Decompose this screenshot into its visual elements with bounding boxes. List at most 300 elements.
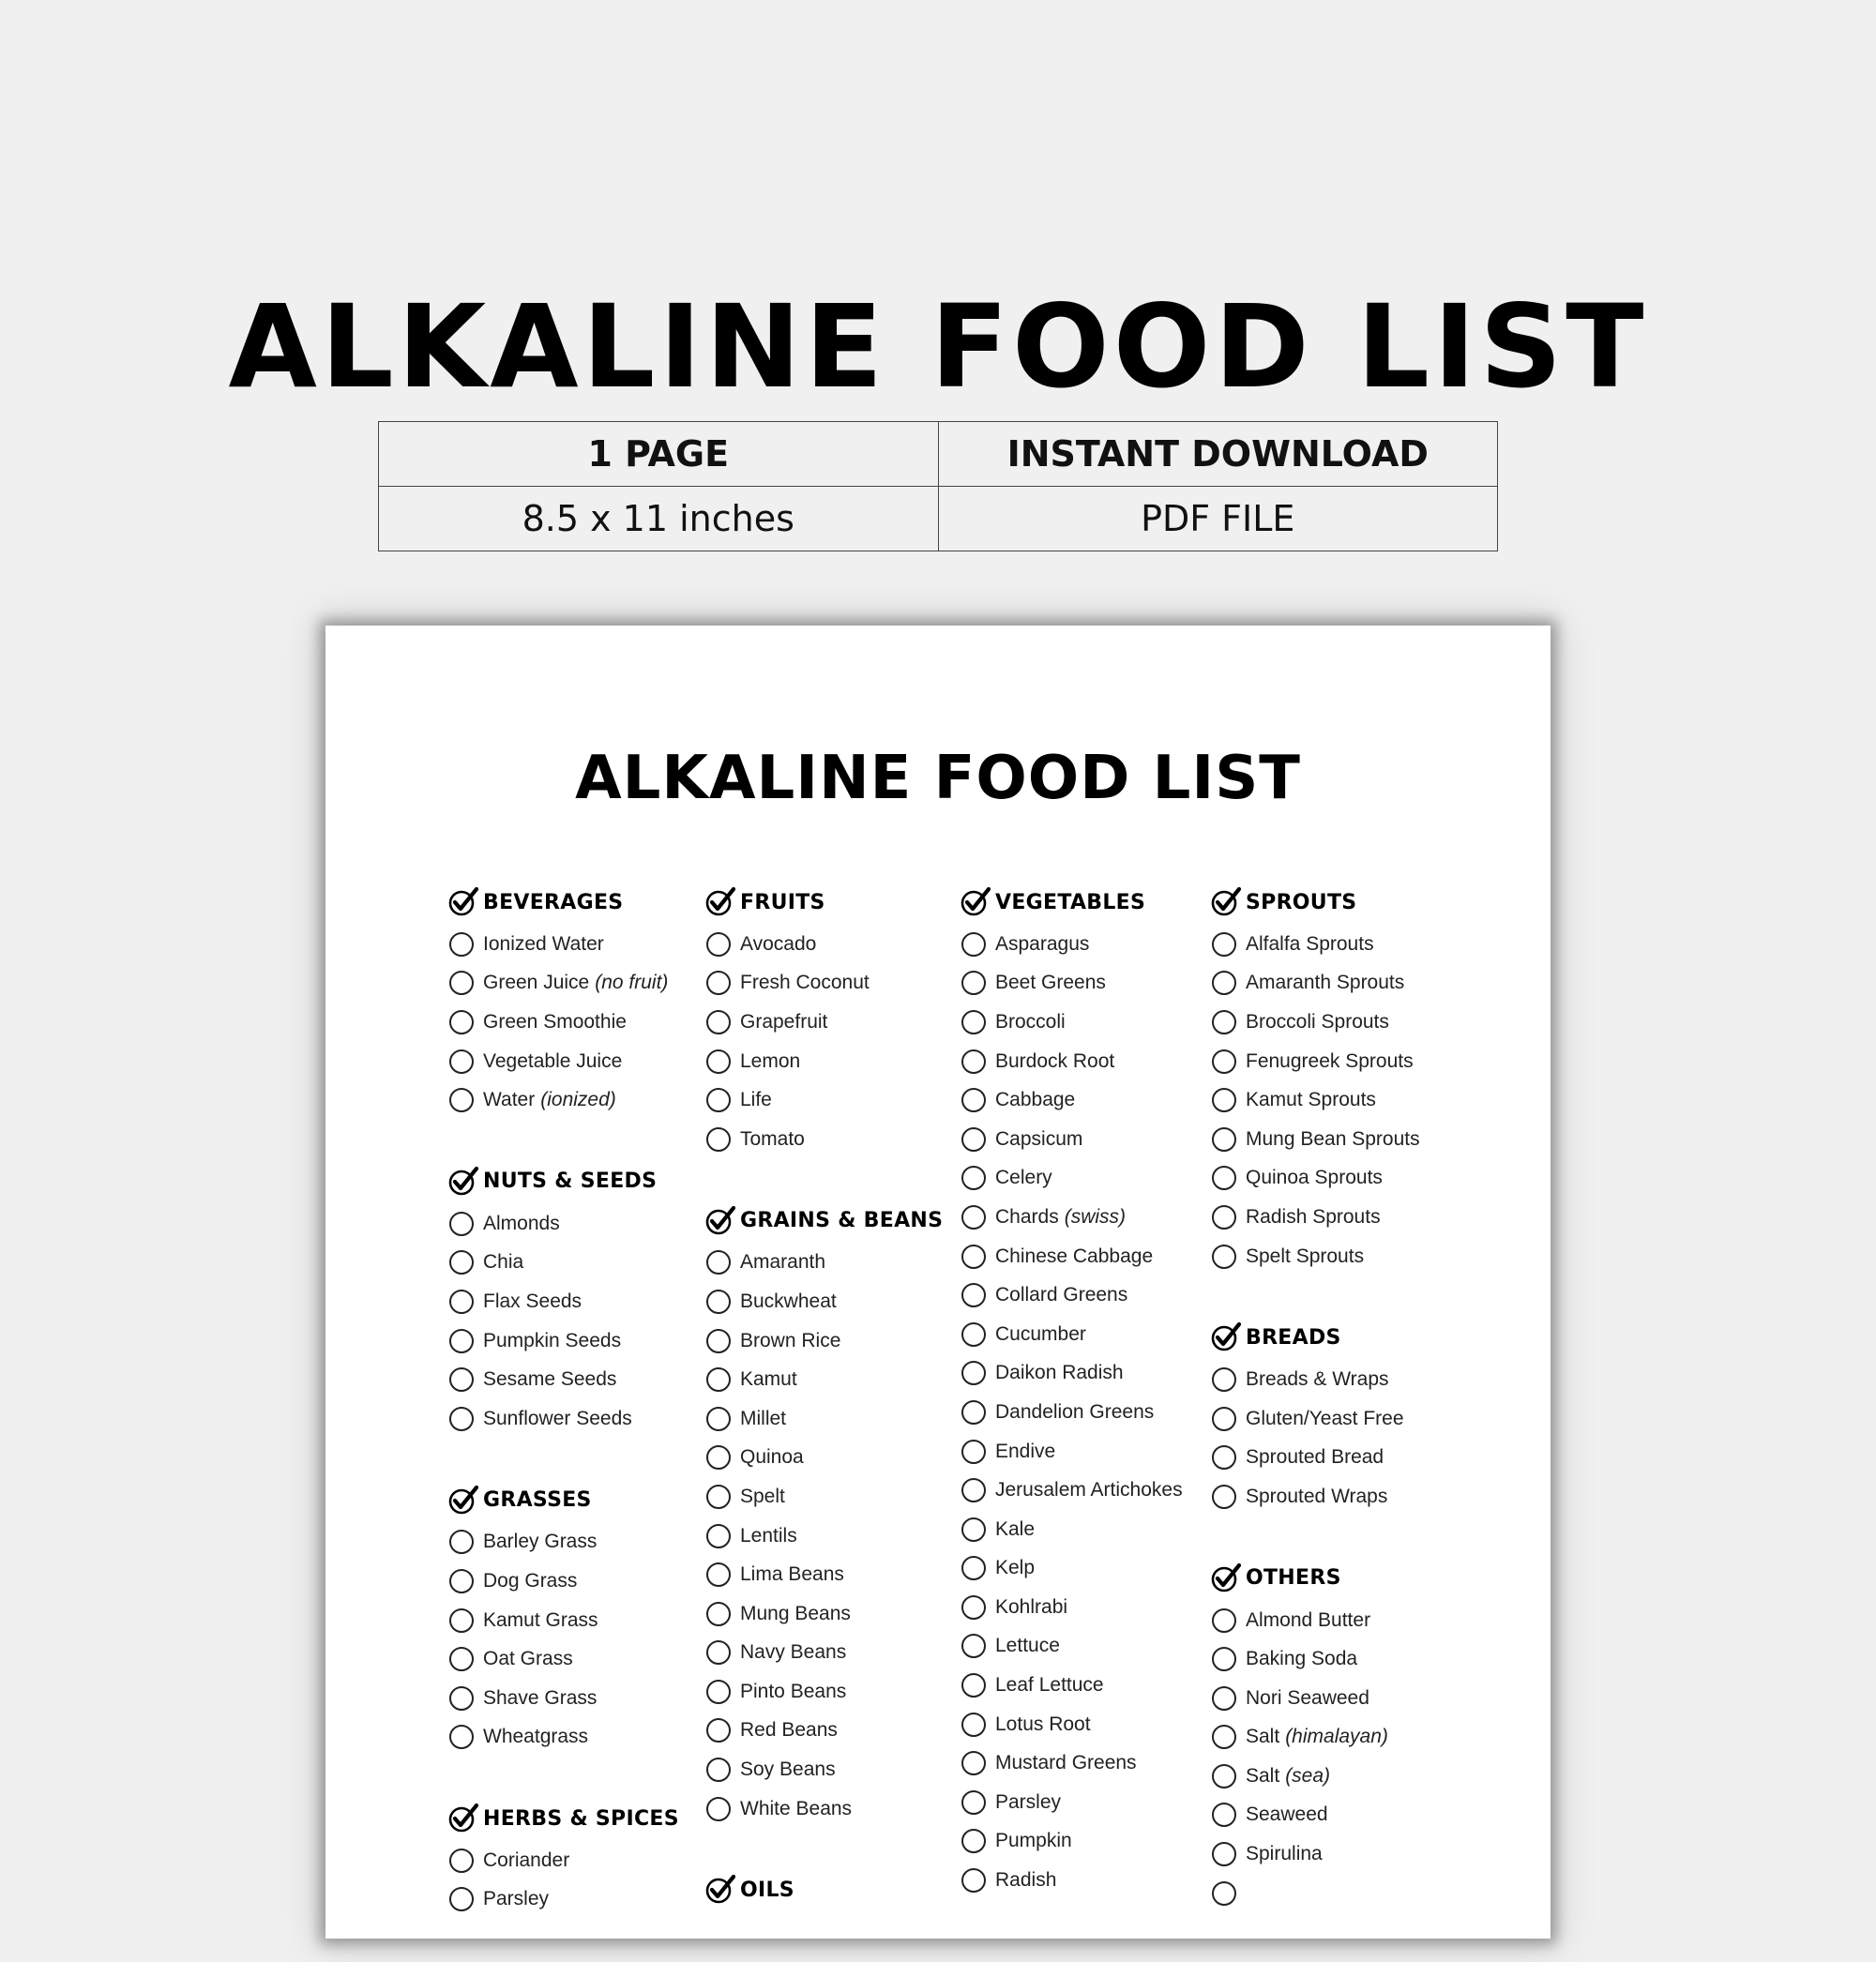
food-item <box>960 1549 1183 1589</box>
empty-checkbox-circle[interactable] <box>706 1602 731 1626</box>
empty-checkbox-circle[interactable] <box>449 1608 474 1633</box>
food-item <box>447 1204 679 1244</box>
food-item <box>960 1666 1183 1705</box>
food-item-label: Spirulina <box>1246 1843 1323 1865</box>
food-item-label: Pinto Beans <box>740 1680 847 1702</box>
food-item <box>960 1743 1183 1783</box>
food-item-label: Seaweed <box>1246 1804 1328 1826</box>
food-item-label: Chia <box>483 1251 524 1274</box>
food-item-label: Quinoa Sprouts <box>1246 1167 1383 1189</box>
food-item <box>960 1275 1183 1315</box>
food-item-label: Lotus Root <box>995 1713 1091 1735</box>
empty-checkbox-circle[interactable] <box>961 1595 986 1620</box>
section-header <box>1210 1560 1420 1597</box>
empty-checkbox-circle[interactable] <box>961 1322 986 1347</box>
section-title: BREADS <box>1246 1325 1341 1350</box>
food-item-label: Breads & Wraps <box>1246 1368 1389 1391</box>
food-item-label: Brown Rice <box>740 1329 841 1351</box>
empty-checkbox-circle[interactable] <box>1212 1485 1236 1509</box>
food-item-label: Soy Beans <box>740 1758 836 1781</box>
food-item-label: Mustard Greens <box>995 1752 1137 1774</box>
food-item-label: Kohlrabi <box>995 1595 1068 1618</box>
food-item <box>960 1783 1183 1822</box>
empty-checkbox-circle[interactable] <box>1212 1842 1236 1866</box>
food-item <box>704 1282 943 1321</box>
food-item <box>1210 1080 1420 1120</box>
food-item-label: Sesame Seeds <box>483 1368 617 1391</box>
food-item-label: Wheatgrass <box>483 1726 589 1748</box>
empty-checkbox-circle[interactable] <box>449 1849 474 1873</box>
checkmark-circle-icon <box>960 886 991 918</box>
empty-checkbox-circle[interactable] <box>706 1250 731 1275</box>
food-item <box>447 1244 679 1283</box>
food-item-label: Red Beans <box>740 1719 838 1742</box>
food-item <box>1210 1796 1420 1835</box>
section-title: NUTS & SEEDS <box>483 1170 658 1194</box>
food-item-label: Buckwheat <box>740 1290 837 1312</box>
food-item <box>447 1282 679 1321</box>
food-item-label: Leaf Lettuce <box>995 1674 1104 1697</box>
empty-checkbox-circle[interactable] <box>1212 1803 1236 1827</box>
food-item-label: Parsley <box>483 1888 550 1910</box>
food-item-label: Baking Soda <box>1246 1648 1358 1670</box>
empty-checkbox-circle[interactable] <box>706 1290 731 1314</box>
section-title: HERBS & SPICES <box>483 1806 679 1831</box>
empty-checkbox-circle[interactable] <box>706 1010 731 1034</box>
spec-download: INSTANT DOWNLOAD <box>938 422 1498 487</box>
food-item <box>960 1861 1183 1900</box>
empty-checkbox-circle[interactable] <box>706 1407 731 1431</box>
food-item-label: Amaranth Sprouts <box>1246 972 1405 994</box>
food-item-label: Burdock Root <box>995 1049 1115 1072</box>
empty-checkbox-circle[interactable] <box>961 971 986 995</box>
food-item-label: Endive <box>995 1440 1056 1462</box>
food-item-label: Radish <box>995 1869 1057 1892</box>
food-item-label: Cucumber <box>995 1322 1086 1345</box>
empty-checkbox-circle[interactable] <box>961 1283 986 1307</box>
empty-checkbox-circle[interactable] <box>961 1400 986 1425</box>
food-item <box>960 925 1183 964</box>
food-item <box>960 1120 1183 1159</box>
food-item-label: Tomato <box>740 1127 805 1150</box>
food-item-label: Water <box>483 1089 536 1111</box>
food-item-label: Lima Beans <box>740 1563 844 1586</box>
empty-checkbox-circle[interactable] <box>449 1407 474 1431</box>
checkmark-circle-icon <box>1210 1562 1242 1594</box>
column-3 <box>960 883 1183 1943</box>
empty-checkbox-circle[interactable] <box>961 1166 986 1190</box>
food-item-label: Green Smoothie <box>483 1010 627 1033</box>
food-item-label: Chinese Cabbage <box>995 1245 1154 1267</box>
empty-checkbox-circle[interactable] <box>706 1680 731 1704</box>
food-item <box>960 1432 1183 1472</box>
product-specs-table <box>378 421 1498 551</box>
checkmark-circle-icon <box>447 1485 479 1517</box>
food-item <box>1210 1003 1420 1042</box>
empty-checkbox-circle[interactable] <box>961 1713 986 1737</box>
food-item <box>447 1399 679 1439</box>
food-item <box>447 1080 679 1120</box>
food-item <box>704 1080 943 1120</box>
empty-checkbox-circle[interactable] <box>961 1751 986 1775</box>
food-item <box>1210 1439 1420 1478</box>
food-section <box>960 883 1183 1900</box>
empty-checkbox-circle[interactable] <box>449 1250 474 1275</box>
food-item <box>704 1321 943 1361</box>
food-item-label: Dandelion Greens <box>995 1400 1155 1423</box>
empty-checkbox-circle[interactable] <box>449 1686 474 1711</box>
food-item <box>1210 1198 1420 1237</box>
empty-checkbox-circle[interactable] <box>449 1212 474 1236</box>
food-item <box>960 964 1183 1004</box>
food-item-label: Collard Greens <box>995 1284 1128 1306</box>
food-item-label: Spelt Sprouts <box>1246 1245 1365 1267</box>
empty-checkbox-circle[interactable] <box>706 1088 731 1112</box>
food-item-label: Barley Grass <box>483 1531 598 1553</box>
empty-checkbox-circle[interactable] <box>706 1640 731 1665</box>
section-header <box>704 883 943 921</box>
empty-checkbox-circle[interactable] <box>961 1205 986 1230</box>
food-item <box>447 1562 679 1601</box>
section-title: GRASSES <box>483 1488 592 1513</box>
empty-checkbox-circle[interactable] <box>449 932 474 957</box>
food-item-label: Millet <box>740 1407 787 1429</box>
food-item <box>960 1471 1183 1510</box>
checkmark-circle-icon <box>1210 1321 1242 1353</box>
food-item-label: Sunflower Seeds <box>483 1407 632 1429</box>
empty-checkbox-circle[interactable] <box>961 1829 986 1853</box>
empty-checkbox-circle[interactable] <box>1212 1010 1236 1034</box>
section-header <box>704 1871 943 1909</box>
food-item-label: Cabbage <box>995 1089 1076 1111</box>
empty-checkbox-circle[interactable] <box>1212 1725 1236 1749</box>
food-item-label: Broccoli <box>995 1010 1066 1033</box>
food-item <box>1210 1360 1420 1399</box>
food-item <box>704 1399 943 1439</box>
food-item-label: Salt <box>1246 1726 1280 1748</box>
food-item-label: Lettuce <box>995 1635 1060 1657</box>
food-item-label: Nori Seaweed <box>1246 1686 1369 1709</box>
food-item-label: Pumpkin <box>995 1830 1072 1852</box>
empty-checkbox-circle[interactable] <box>706 1562 731 1587</box>
empty-checkbox-circle[interactable] <box>449 1725 474 1749</box>
food-item-label: Jerusalem Artichokes <box>995 1479 1183 1502</box>
food-item <box>960 1588 1183 1627</box>
food-item-label: Dog Grass <box>483 1569 578 1592</box>
food-item <box>1210 1834 1420 1874</box>
empty-checkbox-circle[interactable] <box>706 1758 731 1782</box>
food-item-label: Oat Grass <box>483 1648 573 1670</box>
food-section <box>447 1482 679 1758</box>
food-item-label: Mung Beans <box>740 1602 851 1624</box>
food-item-note: (himalayan) <box>1285 1726 1388 1748</box>
section-title: SPROUTS <box>1246 890 1357 914</box>
food-item-note: (no fruit) <box>595 972 669 994</box>
food-item-label: Avocado <box>740 932 817 955</box>
food-item-label: Beet Greens <box>995 972 1106 994</box>
section-header <box>447 883 679 921</box>
food-item-label: Spelt <box>740 1485 785 1507</box>
food-item-label: Shave Grass <box>483 1686 598 1709</box>
food-item <box>447 1841 679 1880</box>
food-item-label: Fenugreek Sprouts <box>1246 1049 1414 1072</box>
food-item-label: Daikon Radish <box>995 1362 1124 1384</box>
food-item <box>447 1360 679 1399</box>
food-item <box>704 1042 943 1081</box>
empty-checkbox-circle[interactable] <box>961 1440 986 1464</box>
food-item <box>1210 1601 1420 1640</box>
page-title: ALKALINE FOOD LIST <box>228 280 1648 414</box>
food-item <box>704 1477 943 1517</box>
empty-checkbox-circle[interactable] <box>961 1634 986 1658</box>
empty-checkbox-circle[interactable] <box>706 1329 731 1353</box>
food-item <box>704 1120 943 1159</box>
food-item <box>960 1627 1183 1667</box>
food-item <box>960 1315 1183 1354</box>
column-1 <box>447 883 679 1962</box>
food-item-label: Green Juice <box>483 972 590 994</box>
food-item <box>704 1003 943 1042</box>
empty-checkbox-circle[interactable] <box>961 1361 986 1385</box>
empty-checkbox-circle[interactable] <box>706 1524 731 1548</box>
empty-checkbox-circle[interactable] <box>449 1290 474 1314</box>
food-item-label: Life <box>740 1089 772 1111</box>
empty-checkbox-circle[interactable] <box>449 1887 474 1911</box>
food-item <box>704 1360 943 1399</box>
empty-checkbox-circle[interactable] <box>961 932 986 957</box>
food-item-note: (sea) <box>1285 1764 1331 1787</box>
food-item-label: Amaranth <box>740 1251 826 1274</box>
food-item <box>960 1237 1183 1276</box>
food-item <box>704 1634 943 1673</box>
food-item-label: Kamut <box>740 1368 797 1391</box>
section-header <box>960 883 1183 921</box>
empty-checkbox-circle[interactable] <box>1212 1367 1236 1392</box>
food-item-label: Asparagus <box>995 932 1090 955</box>
empty-checkbox-circle[interactable] <box>706 932 731 957</box>
empty-checkbox-circle[interactable] <box>1212 1445 1236 1470</box>
spec-size: 8.5 x 11 inches <box>379 487 939 551</box>
empty-checkbox-circle[interactable] <box>706 1127 731 1152</box>
food-item-label: White Beans <box>740 1797 853 1819</box>
empty-checkbox-circle[interactable] <box>706 1367 731 1392</box>
food-item <box>704 1594 943 1634</box>
sheet-title: ALKALINE FOOD LIST <box>575 744 1301 813</box>
food-item-label: Radish Sprouts <box>1246 1205 1381 1228</box>
food-section <box>704 1871 943 1909</box>
food-item <box>1210 1159 1420 1199</box>
food-item-label: Almonds <box>483 1212 560 1234</box>
food-item <box>960 1159 1183 1199</box>
food-item <box>960 1705 1183 1744</box>
food-item <box>1210 1874 1420 1913</box>
food-item-label: Gluten/Yeast Free <box>1246 1407 1404 1429</box>
checkmark-circle-icon <box>704 1874 736 1906</box>
empty-checkbox-circle[interactable] <box>449 1530 474 1554</box>
food-item-label: Parsley <box>995 1790 1062 1813</box>
empty-checkbox-circle[interactable] <box>1212 1245 1236 1269</box>
empty-checkbox-circle[interactable] <box>961 1517 986 1542</box>
empty-checkbox-circle[interactable] <box>961 1010 986 1034</box>
food-section <box>447 883 679 1120</box>
empty-checkbox-circle[interactable] <box>449 1647 474 1671</box>
empty-checkbox-circle[interactable] <box>706 1445 731 1470</box>
food-item <box>1210 1042 1420 1081</box>
food-item <box>447 964 679 1004</box>
empty-checkbox-circle[interactable] <box>449 1049 474 1074</box>
food-item-label: Flax Seeds <box>483 1290 582 1312</box>
food-item <box>960 1042 1183 1081</box>
food-item <box>1210 1639 1420 1679</box>
section-title: FRUITS <box>740 890 825 914</box>
food-item <box>1210 925 1420 964</box>
food-item <box>960 1354 1183 1394</box>
food-item-label: Sprouted Wraps <box>1246 1485 1388 1507</box>
empty-checkbox-circle[interactable] <box>1212 1881 1236 1906</box>
food-item <box>960 1822 1183 1862</box>
empty-checkbox-circle[interactable] <box>961 1127 986 1152</box>
empty-checkbox-circle[interactable] <box>1212 1166 1236 1190</box>
food-item-label: Kamut Sprouts <box>1246 1089 1376 1111</box>
empty-checkbox-circle[interactable] <box>961 1868 986 1893</box>
checkmark-circle-icon <box>1210 886 1242 918</box>
food-section <box>1210 883 1420 1275</box>
empty-checkbox-circle[interactable] <box>706 1049 731 1074</box>
empty-checkbox-circle[interactable] <box>1212 971 1236 995</box>
empty-checkbox-circle[interactable] <box>961 1790 986 1815</box>
food-item <box>704 1517 943 1556</box>
food-item-label: Kamut Grass <box>483 1608 598 1631</box>
food-item <box>447 1601 679 1640</box>
empty-checkbox-circle[interactable] <box>706 1485 731 1509</box>
food-item-label: Celery <box>995 1167 1052 1189</box>
food-item <box>1210 1237 1420 1276</box>
empty-checkbox-circle[interactable] <box>961 1245 986 1269</box>
empty-checkbox-circle[interactable] <box>1212 1088 1236 1112</box>
food-item <box>1210 1399 1420 1439</box>
food-item-label: Ionized Water <box>483 932 604 955</box>
specs-row <box>379 487 1498 551</box>
checkmark-circle-icon <box>447 886 479 918</box>
food-item-label: Coriander <box>483 1849 570 1871</box>
empty-checkbox-circle[interactable] <box>1212 1647 1236 1671</box>
food-item-label: Broccoli Sprouts <box>1246 1010 1389 1033</box>
empty-checkbox-circle[interactable] <box>449 1569 474 1593</box>
spec-format: PDF FILE <box>938 487 1498 551</box>
section-title: GRAINS & BEANS <box>740 1209 944 1233</box>
empty-checkbox-circle[interactable] <box>961 1478 986 1502</box>
food-item <box>704 925 943 964</box>
food-item <box>704 1750 943 1789</box>
empty-checkbox-circle[interactable] <box>449 971 474 995</box>
empty-checkbox-circle[interactable] <box>1212 1764 1236 1788</box>
column-4 <box>1210 883 1420 1955</box>
empty-checkbox-circle[interactable] <box>1212 1205 1236 1230</box>
food-item <box>960 1393 1183 1432</box>
food-item <box>704 1439 943 1478</box>
section-header <box>1210 1319 1420 1356</box>
empty-checkbox-circle[interactable] <box>1212 1686 1236 1711</box>
food-item-label: Navy Beans <box>740 1641 847 1664</box>
food-item-label: Pumpkin Seeds <box>483 1329 622 1351</box>
food-item <box>447 1880 679 1920</box>
food-item-label: Mung Bean Sprouts <box>1246 1127 1420 1150</box>
empty-checkbox-circle[interactable] <box>961 1556 986 1580</box>
empty-checkbox-circle[interactable] <box>1212 1407 1236 1431</box>
food-item-label: Alfalfa Sprouts <box>1246 932 1374 955</box>
food-item <box>447 1523 679 1562</box>
empty-checkbox-circle[interactable] <box>449 1010 474 1034</box>
section-title: VEGETABLES <box>995 890 1146 914</box>
section-title: OILS <box>740 1878 794 1902</box>
food-item <box>447 925 679 964</box>
food-item <box>960 1510 1183 1549</box>
section-header <box>704 1202 943 1240</box>
empty-checkbox-circle[interactable] <box>961 1088 986 1112</box>
empty-checkbox-circle[interactable] <box>961 1673 986 1698</box>
food-item <box>704 1555 943 1594</box>
food-item <box>1210 1477 1420 1517</box>
food-item <box>1210 1679 1420 1718</box>
spec-pages: 1 PAGE <box>379 422 939 487</box>
section-header <box>1210 883 1420 921</box>
food-item-label: Kelp <box>995 1557 1036 1579</box>
food-item <box>1210 1757 1420 1796</box>
food-item <box>1210 964 1420 1004</box>
food-item <box>447 1042 679 1081</box>
food-item <box>960 1080 1183 1120</box>
food-item-label: Lentils <box>740 1524 797 1547</box>
food-section <box>1210 1560 1420 1913</box>
empty-checkbox-circle[interactable] <box>961 1049 986 1074</box>
section-header <box>447 1482 679 1519</box>
food-item <box>447 1321 679 1361</box>
empty-checkbox-circle[interactable] <box>1212 1608 1236 1633</box>
empty-checkbox-circle[interactable] <box>1212 1127 1236 1152</box>
food-item <box>960 1198 1183 1237</box>
food-item-label: Capsicum <box>995 1127 1083 1150</box>
food-item-label: Salt <box>1246 1764 1280 1787</box>
food-item <box>704 1789 943 1829</box>
food-section <box>1210 1319 1420 1516</box>
food-section <box>704 1202 943 1829</box>
empty-checkbox-circle[interactable] <box>1212 932 1236 957</box>
empty-checkbox-circle[interactable] <box>449 1367 474 1392</box>
food-item <box>447 1639 679 1679</box>
empty-checkbox-circle[interactable] <box>1212 1049 1236 1074</box>
section-title: BEVERAGES <box>483 890 624 914</box>
empty-checkbox-circle[interactable] <box>706 971 731 995</box>
checkmark-circle-icon <box>447 1166 479 1198</box>
food-item <box>1210 1718 1420 1758</box>
food-item <box>447 1003 679 1042</box>
food-item-label: Lemon <box>740 1049 801 1072</box>
printable-sheet-preview <box>325 626 1551 1939</box>
food-item-label: Almond Butter <box>1246 1608 1371 1631</box>
column-2 <box>704 883 943 1952</box>
empty-checkbox-circle[interactable] <box>449 1329 474 1353</box>
food-item <box>704 1244 943 1283</box>
food-item-label: Kale <box>995 1517 1036 1540</box>
empty-checkbox-circle[interactable] <box>706 1797 731 1821</box>
empty-checkbox-circle[interactable] <box>706 1718 731 1743</box>
food-item-label: Quinoa <box>740 1446 804 1469</box>
food-section <box>447 1800 679 1919</box>
food-item <box>1210 1120 1420 1159</box>
checkmark-circle-icon <box>704 886 736 918</box>
empty-checkbox-circle[interactable] <box>449 1088 474 1112</box>
food-item-note: (swiss) <box>1064 1205 1127 1228</box>
